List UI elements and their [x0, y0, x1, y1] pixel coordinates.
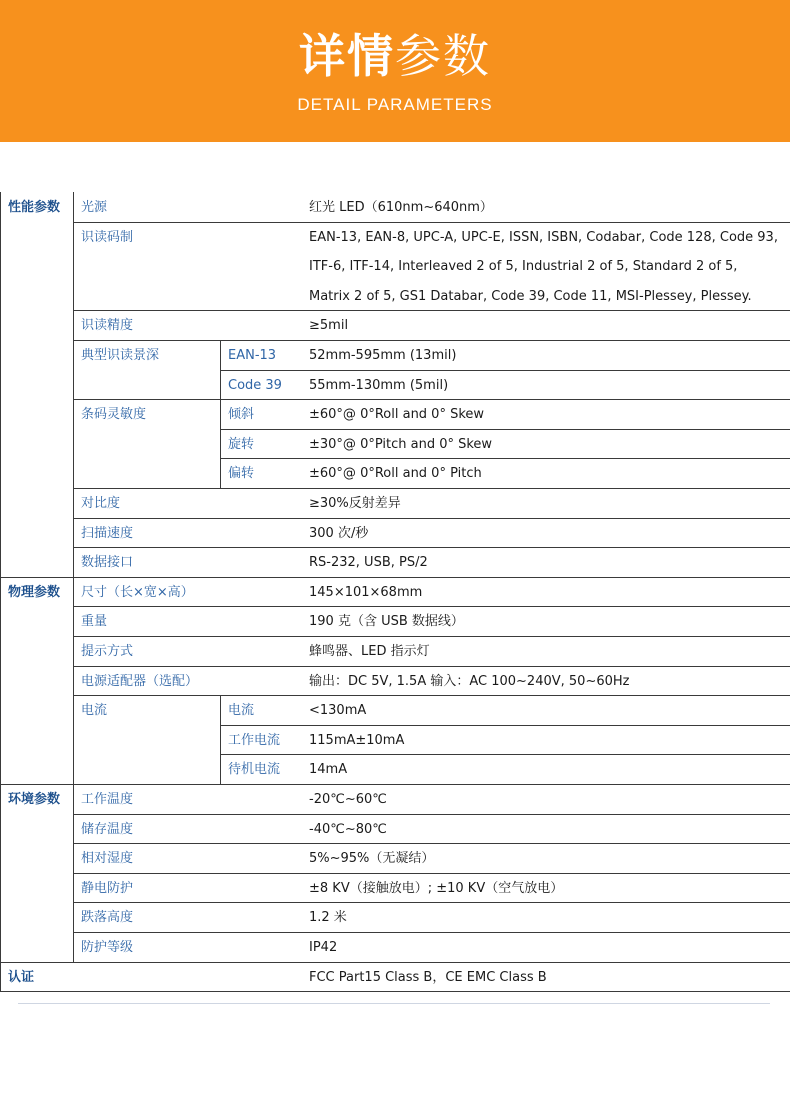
- spec-value: 55mm-130mm (5mil): [309, 378, 449, 393]
- spec-row: [0, 200, 790, 229]
- section-divider: [0, 784, 790, 785]
- row-divider: [220, 429, 790, 430]
- spec-label: 条码灵敏度: [81, 407, 147, 422]
- row-divider: [73, 547, 790, 548]
- spec-value: ITF-6, ITF-14, Interleaved 2 of 5, Industrial 2 of 5, Standard 2 of 5,: [309, 259, 738, 274]
- spec-label: 扫描速度: [81, 526, 134, 541]
- table-left-border: [0, 192, 1, 991]
- spec-row: [0, 318, 790, 347]
- spec-row: [0, 526, 790, 555]
- row-divider: [73, 636, 790, 637]
- spec-sublabel: 待机电流: [228, 762, 281, 777]
- row-divider: [73, 518, 790, 519]
- page-title-light: 参数: [395, 29, 491, 83]
- row-divider: [220, 725, 790, 726]
- spec-row: [0, 348, 790, 377]
- section-divider: [0, 577, 790, 578]
- spec-row: [0, 970, 790, 999]
- spec-row: [0, 585, 790, 614]
- spec-value: FCC Part15 Class B，CE EMC Class B: [309, 970, 547, 985]
- spec-row: [0, 407, 790, 436]
- row-divider: [73, 310, 790, 311]
- spec-value: ±60°@ 0°Roll and 0° Pitch: [309, 466, 482, 481]
- spec-row: [0, 614, 790, 643]
- spec-value: 输出：DC 5V, 1.5A 输入：AC 100~240V, 50~60Hz: [309, 674, 630, 689]
- row-divider: [73, 932, 790, 933]
- spec-label: 电流: [81, 703, 108, 718]
- section-divider: [0, 962, 790, 963]
- row-divider: [73, 340, 790, 341]
- spec-value: 190 克（含 USB 数据线）: [309, 614, 464, 629]
- row-divider: [73, 873, 790, 874]
- spec-sublabel: EAN-13: [228, 348, 277, 363]
- spec-label: 对比度: [81, 496, 121, 511]
- spec-value: IP42: [309, 940, 338, 955]
- spec-label: 静电防护: [81, 881, 134, 896]
- spec-value: Matrix 2 of 5, GS1 Databar, Code 39, Code 11, MSI-Plessey, Plessey.: [309, 289, 752, 304]
- spec-row: [0, 674, 790, 703]
- spec-value: 300 次/秒: [309, 526, 369, 541]
- spec-value: 52mm-595mm (13mil): [309, 348, 457, 363]
- spec-value: ±8 KV（接触放电）; ±10 KV（空气放电）: [309, 881, 564, 896]
- column-divider: [220, 340, 221, 399]
- column-divider: [73, 192, 74, 962]
- spec-value: 115mA±10mA: [309, 733, 405, 748]
- spec-row: [0, 466, 790, 495]
- spec-value: 145×101×68mm: [309, 585, 423, 600]
- spec-value: ±60°@ 0°Roll and 0° Skew: [309, 407, 485, 422]
- spec-value: 蜂鸣器、LED 指示灯: [309, 644, 430, 659]
- row-divider: [220, 754, 790, 755]
- spec-sublabel: 工作电流: [228, 733, 281, 748]
- spec-sublabel: 电流: [228, 703, 255, 718]
- spec-value: -20℃~60℃: [309, 792, 387, 807]
- spec-row: [0, 259, 790, 288]
- spec-category: 环境参数: [8, 792, 61, 807]
- spec-label: 尺寸（长×宽×高）: [81, 585, 194, 600]
- spec-label: 防护等级: [81, 940, 134, 955]
- spec-row: [0, 881, 790, 910]
- spec-row: [0, 437, 790, 466]
- page-title-bold: 详情: [299, 29, 395, 83]
- spec-row: [0, 230, 790, 259]
- spec-label: 电源适配器（选配）: [81, 674, 199, 689]
- spec-row: [0, 910, 790, 939]
- spec-label: 典型识读景深: [81, 348, 160, 363]
- page-subtitle: DETAIL PARAMETERS: [297, 95, 493, 114]
- spec-row: [0, 822, 790, 851]
- spec-value: ±30°@ 0°Pitch and 0° Skew: [309, 437, 493, 452]
- spec-sublabel: Code 39: [228, 378, 282, 393]
- row-divider: [73, 606, 790, 607]
- spec-label: 工作温度: [81, 792, 134, 807]
- spec-row: [0, 940, 790, 969]
- spec-sublabel: 倾斜: [228, 407, 255, 422]
- spec-value: EAN-13, EAN-8, UPC-A, UPC-E, ISSN, ISBN, Codabar, Code 128, Code 93,: [309, 230, 778, 245]
- spec-row: [0, 644, 790, 673]
- bottom-divider: [18, 1003, 770, 1004]
- row-divider: [73, 902, 790, 903]
- row-divider: [220, 458, 790, 459]
- spec-category: 认证: [8, 970, 35, 985]
- row-divider: [73, 814, 790, 815]
- spec-row: [0, 555, 790, 584]
- spec-category: 物理参数: [8, 585, 61, 600]
- spec-value: -40℃~80℃: [309, 822, 387, 837]
- spec-row: [0, 851, 790, 880]
- spec-label: 识读精度: [81, 318, 134, 333]
- spec-row: [0, 496, 790, 525]
- spec-label: 跌落高度: [81, 910, 134, 925]
- spec-row: [0, 733, 790, 762]
- spec-value: 5%~95%（无凝结）: [309, 851, 435, 866]
- row-divider: [220, 370, 790, 371]
- row-divider: [73, 843, 790, 844]
- row-divider: [73, 488, 790, 489]
- spec-label: 光源: [81, 200, 108, 215]
- spec-row: [0, 289, 790, 318]
- row-divider: [73, 695, 790, 696]
- spec-label: 识读码制: [81, 230, 134, 245]
- spec-row: [0, 792, 790, 821]
- spec-value: <130mA: [309, 703, 367, 718]
- spec-row: [0, 703, 790, 732]
- row-divider: [73, 666, 790, 667]
- spec-value: 红光 LED（610nm~640nm）: [309, 200, 493, 215]
- spec-row: [0, 378, 790, 407]
- column-divider: [220, 399, 221, 488]
- spec-label: 数据接口: [81, 555, 134, 570]
- row-divider: [0, 991, 790, 992]
- spec-value: ≥5mil: [309, 318, 349, 333]
- spec-value: RS-232, USB, PS/2: [309, 555, 428, 570]
- spec-row: [0, 762, 790, 791]
- spec-label: 重量: [81, 614, 108, 629]
- spec-sublabel: 旋转: [228, 437, 255, 452]
- row-divider: [73, 222, 790, 223]
- spec-value: ≥30%反射差异: [309, 496, 401, 511]
- spec-category: 性能参数: [8, 200, 61, 215]
- spec-label: 相对湿度: [81, 851, 134, 866]
- spec-value: 1.2 米: [309, 910, 347, 925]
- column-divider: [220, 695, 221, 784]
- spec-label: 提示方式: [81, 644, 134, 659]
- spec-sublabel: 偏转: [228, 466, 255, 481]
- spec-label: 储存温度: [81, 822, 134, 837]
- spec-value: 14mA: [309, 762, 348, 777]
- row-divider: [73, 399, 790, 400]
